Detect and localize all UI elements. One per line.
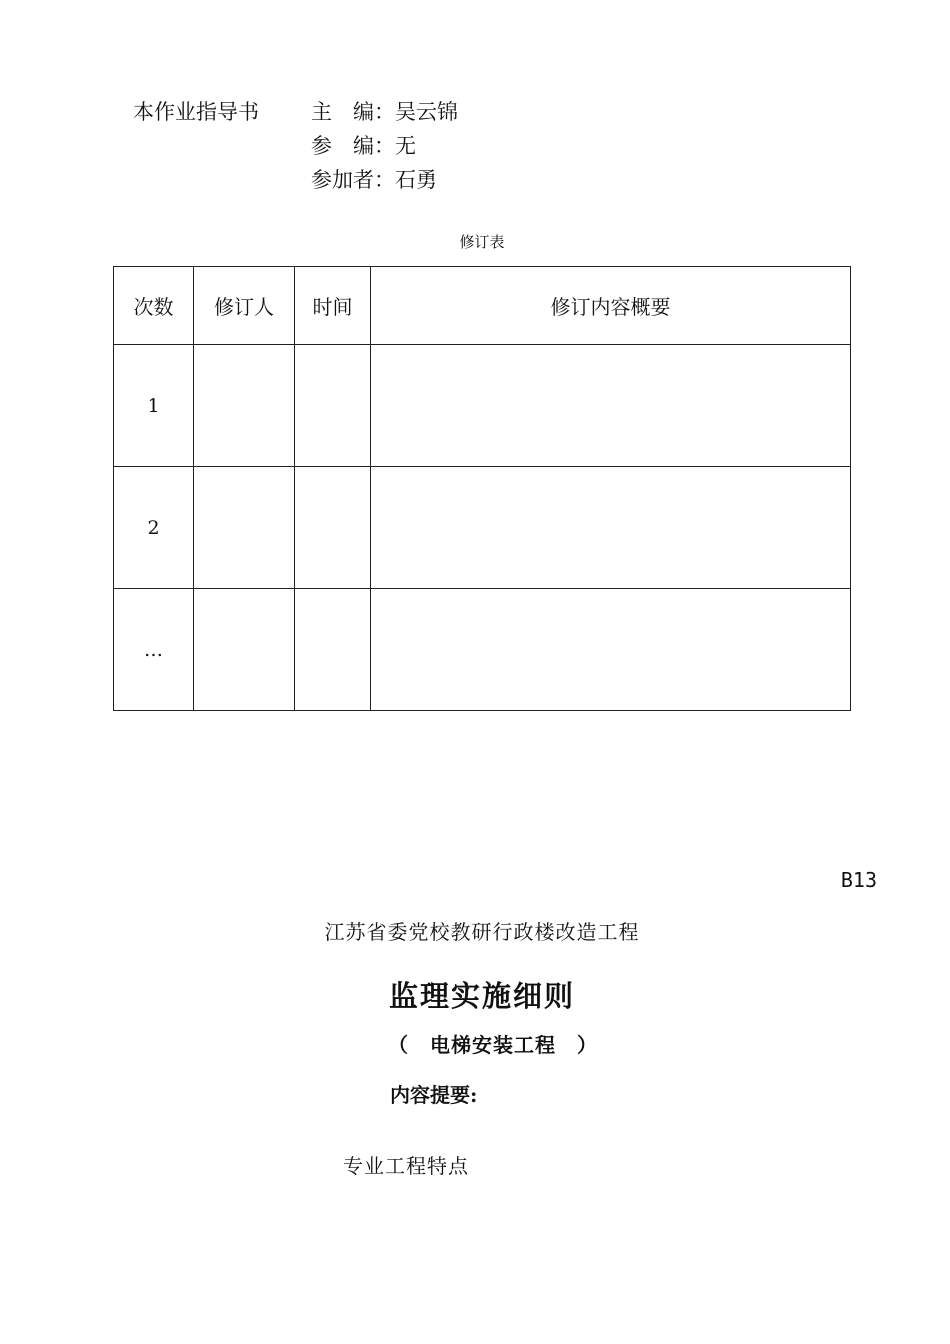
row-time [295,467,371,589]
document-number: B13 [840,868,877,892]
document-title: 监理实施细则 [388,979,575,1013]
row-time [295,345,371,467]
summary-item: 专业工程特点 [343,1154,469,1178]
row-reviser [194,467,295,589]
row-summary [371,467,851,589]
table-row [114,345,851,467]
header-time: 时间 [295,267,371,345]
row-time [295,589,371,711]
row-count: 1 [114,345,194,467]
row-reviser [194,589,295,711]
co-editor: 参 编：无 [311,134,416,158]
row-summary [371,345,851,467]
revision-table-title: 修订表 [459,233,505,251]
row-reviser [194,345,295,467]
revision-table [113,266,851,711]
row-count: … [114,589,194,711]
row-count: 2 [114,467,194,589]
header-summary: 修订内容概要 [371,267,851,345]
project-name: 江苏省委党校教研行政楼改造工程 [324,920,640,944]
document-subtitle: （ 电梯安装工程 ） [388,1033,598,1057]
summary-label: 内容提要: [390,1083,478,1107]
table-header-row [114,267,851,345]
header-reviser: 修订人 [194,267,295,345]
table-row [114,467,851,589]
credits-label: 本作业指导书 [133,100,259,124]
table-row [114,589,851,711]
row-summary [371,589,851,711]
chief-editor: 主 编：吴云锦 [311,100,458,124]
participant: 参加者：石勇 [311,168,437,192]
header-count: 次数 [114,267,194,345]
